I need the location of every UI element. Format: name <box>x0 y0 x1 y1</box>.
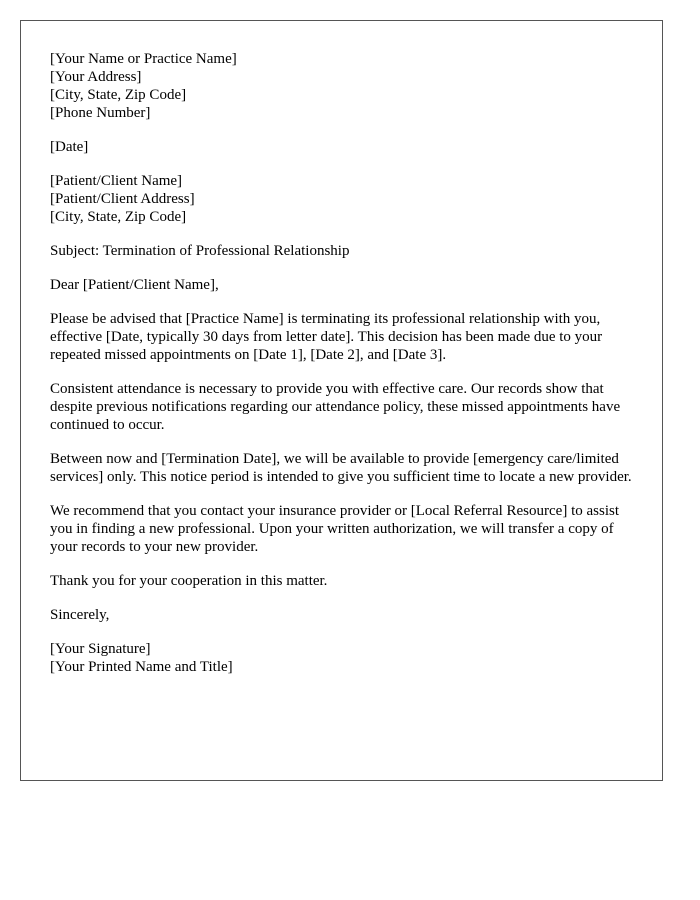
printed-name-title: [Your Printed Name and Title] <box>50 659 233 675</box>
subject-line: Subject: Termination of Professional Relationship <box>50 243 350 259</box>
recipient-city: [City, State, Zip Code] <box>50 209 187 225</box>
sender-address: [Your Address] <box>50 69 142 85</box>
signature-block <box>50 640 633 676</box>
recipient-block <box>50 172 633 226</box>
sender-city: [City, State, Zip Code] <box>50 87 187 103</box>
body-paragraph: Thank you for your cooperation in this matter. <box>50 573 328 589</box>
letter-date: [Date] <box>50 139 89 155</box>
recipient-address: [Patient/Client Address] <box>50 191 195 207</box>
recipient-name: [Patient/Client Name] <box>50 173 183 189</box>
sender-name: [Your Name or Practice Name] <box>50 51 237 67</box>
sender-block <box>50 50 633 122</box>
body-paragraph: Consistent attendance is necessary to provide you with effective care. Our records show that despite previous notifications regarding our attendance policy, these missed appointments have continued to occur. <box>50 381 621 433</box>
body-paragraph: Please be advised that [Practice Name] is terminating its professional relationship with you, effective [Date, typically 30 days from letter date]. This decision has been made due to your repeated missed appointments on [Date 1], [Date 2], and [Date 3]. <box>50 311 603 363</box>
body-paragraph: Between now and [Termination Date], we will be available to provide [emergency care/limited services] only. This notice period is intended to give you sufficient time to locate a new provider. <box>50 451 632 485</box>
signature: [Your Signature] <box>50 641 151 657</box>
body-paragraph: We recommend that you contact your insurance provider or [Local Referral Resource] to assist you in finding a new professional. Upon your written authorization, we will transfer a copy of your records to your new provider. <box>50 503 619 555</box>
salutation: Dear [Patient/Client Name], <box>50 277 219 293</box>
sender-phone: [Phone Number] <box>50 105 151 121</box>
closing: Sincerely, <box>50 607 110 623</box>
letter-page <box>20 20 663 781</box>
